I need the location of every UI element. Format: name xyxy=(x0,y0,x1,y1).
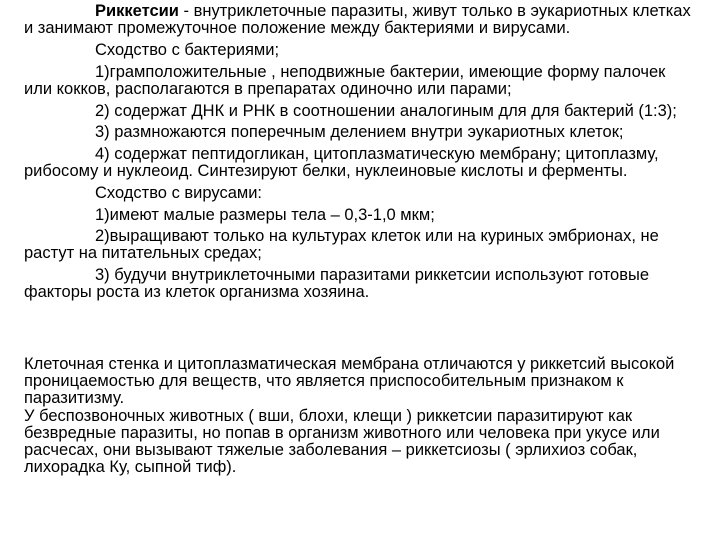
rickettsia-description xyxy=(24,3,696,306)
virus-point-2: 2)выращивают только на культурах клеток или на куриных эмбрионах, не растут на питательных средах; xyxy=(24,227,659,263)
definition-text: - внутриклеточные паразиты, живут только в эукариотных клетках и занимают промежуточное положение между бактериями и вирусами. xyxy=(24,2,691,38)
virus-point-1: 1)имеют малые размеры тела – 0,3-1,0 мкм; xyxy=(95,205,435,224)
virus-point-3: 3) будучи внутриклеточными паразитами риккетсии используют готовые факторы роста из клеток организма хозяина. xyxy=(24,266,650,302)
term-rickettsia: Риккетсии xyxy=(95,2,179,20)
parasitism-paragraph: У беспозвоночных животных ( вши, блохи, клещи ) риккетсии паразитируют как безвредные паразиты, но попав в организм животного или человека при укусе или расчесах, они вызывают тяжелые заболевания – риккетсиозы ( эрлихиоз собак, лихорадка Ку, сыпной тиф). xyxy=(24,406,660,477)
bacteria-point-1: 1)грамположительные , неподвижные бактерии, имеющие форму палочек или кокков, располагаются в препаратах одиночно или парами; xyxy=(24,62,666,98)
rickettsia-features xyxy=(24,356,696,481)
bacteria-point-4: 4) содержат пептидогликан, цитоплазматическую мембрану; цитоплазму, рибосому и нуклеоид. Синтезируют белки, нуклеиновые кислоты и ферменты. xyxy=(24,144,659,181)
bacteria-point-3: 3) размножаются поперечным делением внутри эукариотных клеток; xyxy=(95,123,624,142)
definition-paragraph xyxy=(24,3,696,37)
bacteria-point-2: 2) содержат ДНК и РНК в соотношении аналогиным для для бактерий (1:3); xyxy=(95,101,677,120)
cell-wall-paragraph: Клеточная стенка и цитоплазматическая мембрана отличаются у риккетсий высокой проницаемостью для веществ, что является приспособительным признаком к паразитизму. xyxy=(24,355,675,408)
bacteria-similarity-heading: Сходство с бактериями; xyxy=(95,40,280,59)
virus-similarity-heading: Сходство с вирусами: xyxy=(95,183,263,202)
